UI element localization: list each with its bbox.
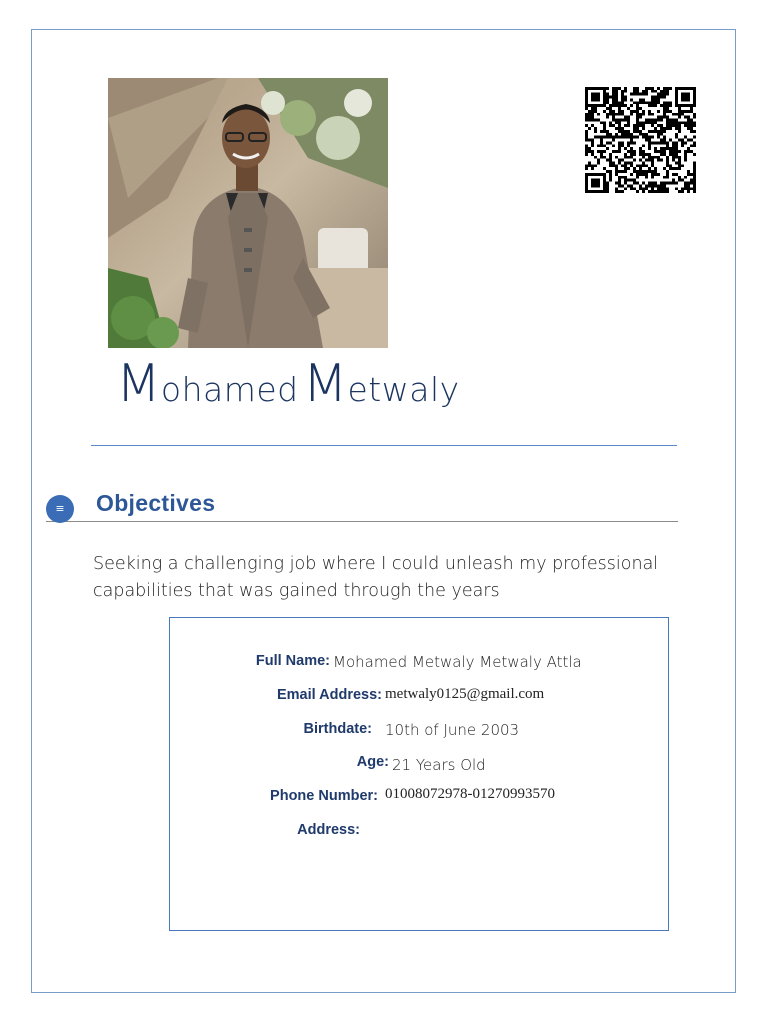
name-divider xyxy=(91,445,677,446)
full-name-label: Full Name: xyxy=(255,653,330,669)
personal-info-box xyxy=(169,617,669,931)
objectives-header xyxy=(46,490,678,522)
first-name-rest: ohamed xyxy=(160,370,299,409)
phone-label: Phone Number: xyxy=(270,788,378,804)
birthdate-value: 10th of June 2003 xyxy=(385,721,520,739)
section-title: Objectives xyxy=(96,490,216,516)
age-label: Age: xyxy=(356,754,389,770)
full-name-value: Mohamed Metwaly Metwaly Attla xyxy=(333,653,582,671)
last-name-rest: etwaly xyxy=(347,370,460,409)
qr-code xyxy=(585,87,697,193)
email-label: Email Address: xyxy=(276,687,382,703)
email-value: metwaly0125@gmail.com xyxy=(385,686,545,702)
person-name xyxy=(116,354,460,428)
phone-value: 01008072978-01270993570 xyxy=(385,786,555,802)
objective-text: Seeking a challenging job where I could unleash my professional capabilities that was gained through the years xyxy=(93,554,659,601)
profile-photo xyxy=(108,78,388,348)
list-icon: ≡ xyxy=(46,495,74,523)
last-name-initial: M xyxy=(302,354,348,414)
first-name-initial: M xyxy=(116,354,161,414)
address-label: Address: xyxy=(297,822,360,838)
birthdate-label: Birthdate: xyxy=(303,721,372,737)
age-value: 21 Years Old xyxy=(392,756,486,774)
